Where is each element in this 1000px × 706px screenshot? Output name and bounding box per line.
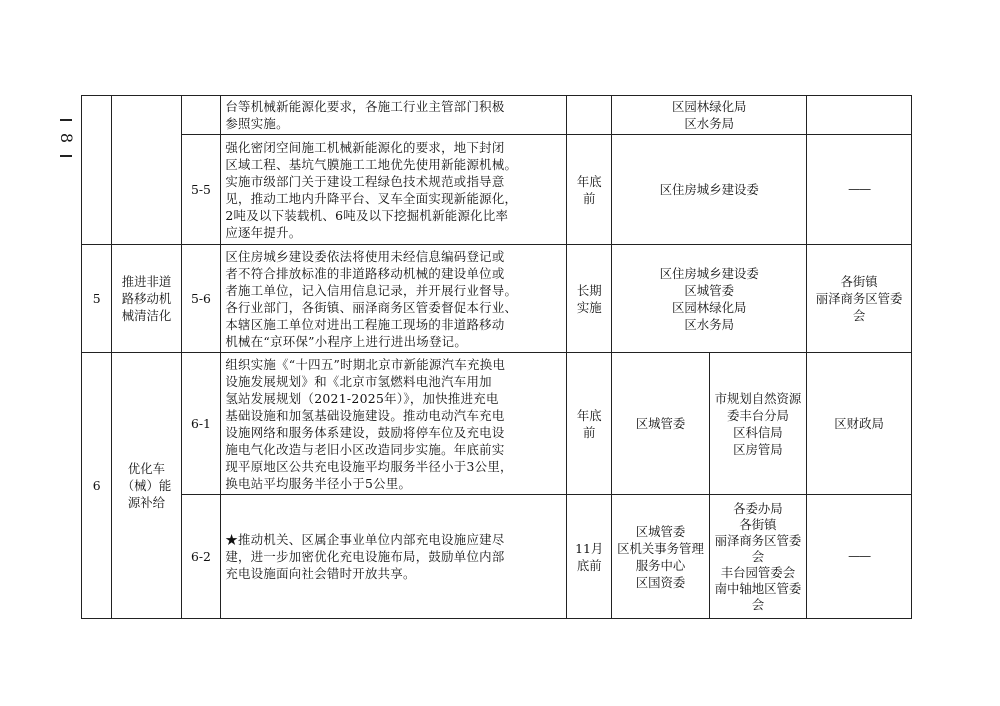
lead-unit-cell (612, 245, 807, 353)
measure-text-cell (221, 245, 567, 353)
text-line: 台等机械新能源化要求，各施工行业主管部门积极 (225, 99, 505, 114)
page-number-dash-top (60, 119, 72, 121)
lead-unit-cell (612, 135, 807, 245)
page-number-value: 8 (57, 132, 76, 144)
task-line: 源补给 (127, 495, 166, 510)
unit-line: 各街镇 (840, 274, 878, 289)
deadline-line: 前 (583, 190, 596, 206)
text-line: 区住房城乡建设委依法将使用未经信息编码登记或 (225, 248, 505, 264)
unit-line: 区机关事务管理 (617, 540, 704, 556)
text-line: 基础设施和加氢基础设施建设。推动电动汽车充电 (225, 407, 505, 423)
measure-code-cell: 5-5 (181, 135, 221, 245)
measures-table (81, 95, 912, 619)
page-number-dash-bottom (60, 155, 72, 157)
row-number-cell: 5 (82, 245, 112, 353)
unit-line: 会 (852, 308, 866, 323)
unit-line: 会 (751, 548, 765, 564)
support-unit-cell (807, 245, 912, 353)
text-line: 建，进一步加密优化充电设施布局，鼓励单位内部 (225, 549, 505, 564)
deadline-cell (567, 96, 612, 135)
unit-line: 区城管委 (635, 416, 686, 431)
unit-line: 委丰台分局 (726, 407, 789, 423)
table-row-continuation (82, 96, 912, 135)
unit-line: 区城管委 (684, 282, 734, 298)
text-line: 换电站平均服务半径小于5公里。 (225, 475, 412, 491)
table-row-6-1 (82, 353, 912, 495)
text-line: 者施工单位，记入信用信息记录，并开展行业督导。 (225, 282, 518, 298)
measure-text-cell (221, 353, 567, 495)
measure-text-cell (221, 135, 567, 245)
support-unit-cell (807, 353, 912, 495)
co-unit-cell (709, 495, 806, 619)
table-row-6-2 (82, 495, 912, 619)
deadline-line: 年底 (576, 173, 602, 189)
task-name-cell (112, 353, 181, 619)
deadline-cell (567, 495, 612, 619)
unit-line: 区房管局 (733, 441, 783, 457)
task-line: 路移动机 (121, 291, 172, 306)
text-line: 各行业部门，各街镇、丽泽商务区管委督促本行业、 (225, 299, 518, 315)
support-unit-cell: —— (807, 495, 912, 619)
unit-line: 丰台园管委会 (720, 564, 796, 580)
unit-line: 区水务局 (684, 316, 734, 332)
deadline-line: 11月 (575, 540, 604, 556)
text-line: 见，推动工地内升降平台、叉车全面实现新能源化， (225, 190, 518, 206)
unit-line: 区国资委 (635, 574, 686, 590)
deadline-cell (567, 353, 612, 495)
co-unit-cell (709, 353, 806, 495)
deadline-line: 底前 (576, 557, 602, 573)
text-line: 应逐年提升。 (225, 224, 302, 240)
deadline-line: 长期 (576, 282, 602, 298)
support-unit-cell: —— (807, 135, 912, 245)
row-number-cell: 6 (82, 353, 112, 619)
text-line: 氢站发展规划（2021-2025年）》，加快推进充电 (225, 390, 499, 406)
unit-line: 服务中心 (635, 557, 686, 573)
unit-line: 市规划自然资源 (714, 390, 802, 406)
page-number (58, 112, 74, 164)
text-line: 本辖区施工单位对进出工程施工现场的非道路移动 (225, 316, 505, 332)
unit-line: 丽泽商务区管委 (714, 532, 802, 548)
text-line: 机械在“京环保”小程序上进行进出场登记。 (225, 333, 468, 349)
unit-line: 区园林绿化局 (672, 299, 747, 315)
measure-text-cell (221, 96, 567, 135)
text-line: 区域工程、基坑气膜施工工地优先使用新能源机械。 (225, 156, 518, 172)
unit-line: 区财政局 (834, 416, 884, 431)
lead-unit-cell (612, 353, 709, 495)
unit-line: 区园林绿化局 (672, 99, 747, 114)
deadline-line: 实施 (576, 299, 602, 315)
task-line: 优化车 (127, 461, 166, 476)
text-line: 设施发展规划》和《北京市氢燃料电池汽车用加 (225, 373, 492, 389)
unit-line: 各街镇 (739, 516, 777, 532)
task-name-cell (112, 245, 181, 353)
unit-line: 南中轴地区管委 (714, 580, 802, 596)
text-line: 实施市级部门关于建设工程绿色技术规范或指导意 (225, 173, 505, 189)
text-line: 2吨及以下装载机、6吨及以下挖掘机新能源化比率 (225, 207, 509, 223)
support-unit-cell (807, 96, 912, 135)
measure-code-cell (181, 96, 221, 135)
deadline-cell (567, 135, 612, 245)
unit-line: 各委办局 (733, 500, 783, 516)
unit-line: 区科信局 (733, 424, 783, 440)
unit-line: 丽泽商务区管委 (815, 291, 903, 306)
text-line: 现平原地区公共充电设施平均服务半径小于3公里， (225, 458, 513, 474)
task-name-cell (112, 96, 181, 245)
text-line: 施电气化改造与老旧小区改造同步实施。年底前实 (225, 441, 505, 457)
measure-code-cell: 5-6 (181, 245, 221, 353)
row-number-cell (82, 96, 112, 245)
table-row-5-5 (82, 135, 912, 245)
unit-line: 区城管委 (635, 523, 686, 539)
task-line: 械清洁化 (121, 308, 172, 323)
unit-line: 区住房城乡建设委 (659, 265, 759, 281)
deadline-cell (567, 245, 612, 353)
lead-unit-cell (612, 495, 709, 619)
text-line: 强化密闭空间施工机械新能源化的要求，地下封闭 (225, 139, 505, 155)
text-line: 充电设施面向社会错时开放共享。 (225, 566, 416, 581)
task-line: （械）能 (121, 478, 172, 493)
unit-line: 会 (751, 596, 765, 612)
text-line: 设施网络和服务体系建设，鼓励将停车位及充电设 (225, 424, 505, 440)
text-line: 者不符合排放标准的非道路移动机械的建设单位或 (225, 265, 505, 281)
text-line: 参照实施。 (225, 116, 289, 131)
measure-code-cell: 6-2 (181, 495, 221, 619)
deadline-line: 前 (583, 424, 596, 440)
table-row-5-6 (82, 245, 912, 353)
unit-line: 区住房城乡建设委 (659, 182, 759, 197)
deadline-line: 年底 (576, 407, 602, 423)
lead-unit-cell (612, 96, 807, 135)
measure-text-cell (221, 495, 567, 619)
text-line: 组织实施《“十四五”时期北京市新能源汽车充换电 (225, 356, 506, 372)
task-line: 推进非道 (121, 274, 172, 289)
measure-code-cell: 6-1 (181, 353, 221, 495)
unit-line: 区水务局 (684, 116, 734, 131)
text-line: ★推动机关、区属企事业单位内部充电设施应建尽 (225, 532, 505, 547)
